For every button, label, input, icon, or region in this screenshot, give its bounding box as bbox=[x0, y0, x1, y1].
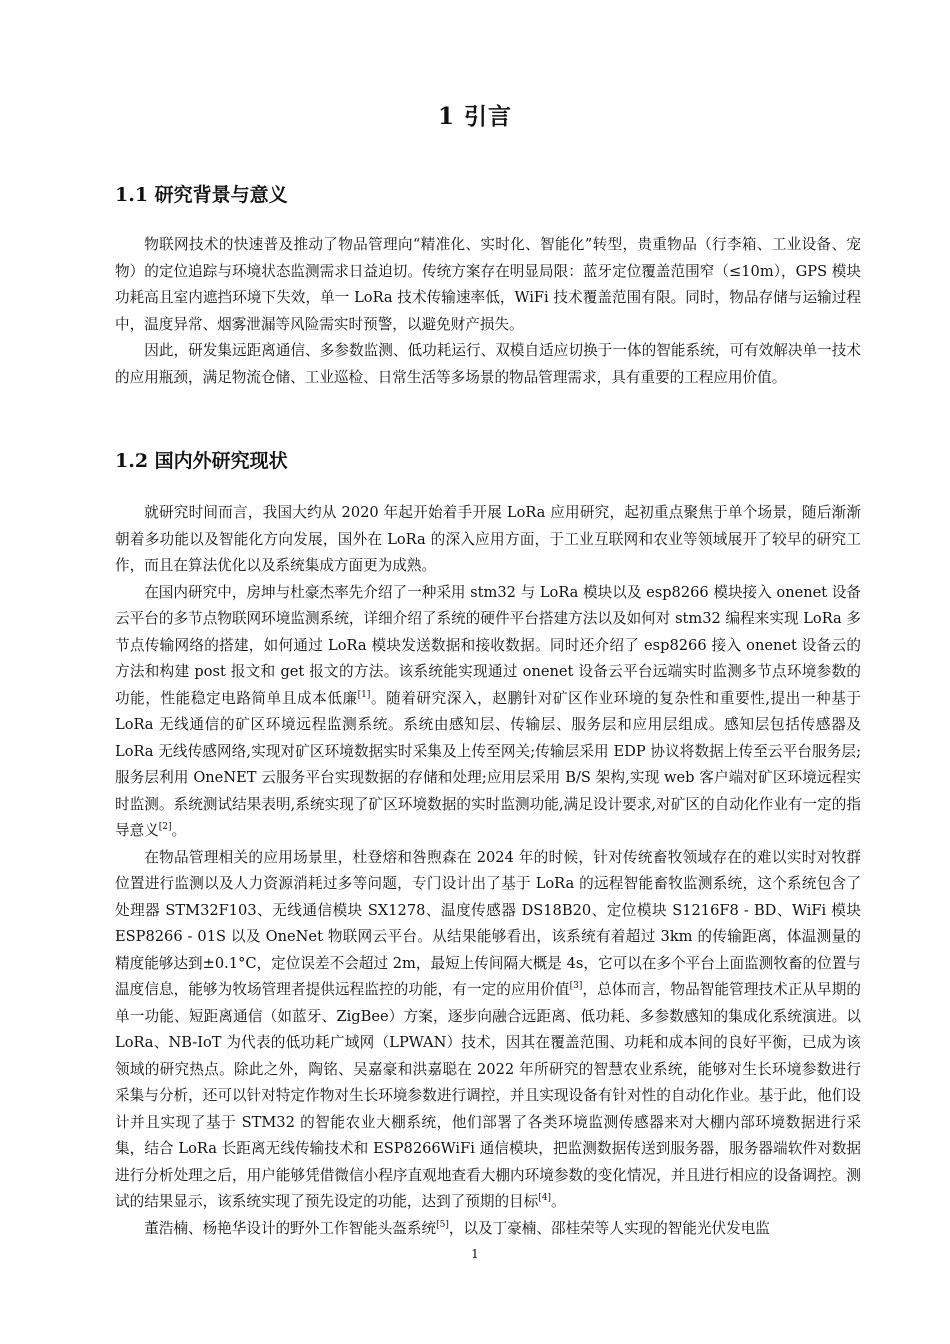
paragraph-text: 。 bbox=[550, 1193, 566, 1210]
paragraph: 物联网技术的快速普及推动了物品管理向“精准化、实时化、智能化”转型，贵重物品（行李箱、工业设备、宠物）的定位追踪与环境状态监测需求日益迫切。传统方案存在明显局限：蓝牙定位覆盖范围窄（≤10m），GPS 模块功耗高且室内遮挡环境下失效，单一 LoRa 技术传输速率低，WiFi 技术覆盖范围有限。同时，物品存储与运输过程中，温度异常、烟雾泄漏等风险需实时预警，以避免财产损失。 bbox=[115, 236, 861, 333]
section-heading-background: 1.1 研究背景与意义 bbox=[115, 184, 288, 206]
citation-ref: [4] bbox=[538, 1193, 551, 1204]
paragraph-text: 在物品管理相关的应用场景里，杜登熔和咎煦森在 2024 年的时候，针对传统畜牧领域存在的难以实时对牧群位置进行监测以及人力资源消耗过多等问题，专门设计出了基于 LoRa 的远程智能畜牧监测系统，这个系统包含了处理器 STM32F103、无线通信模块 SX1278、温度传感器 DS18B20、定位模块 S1216F8 - BD、WiFi 模块 ESP8266 - 01S 以及 OneNet 物联网云平台。从结果能够看出，该系统有着超过 3km 的传输距离，体温测量的精度能够达到±0.1°C，定位误差不会超过 2m，最短上传间隔大概是 4s，它可以在多个平台上面监测牧畜的位置与温度信息，能够为牧场管理者提供远程监控的功能，有一定的应用价值 bbox=[115, 848, 861, 998]
paragraph bbox=[115, 845, 861, 1216]
section-body-research-status bbox=[115, 500, 861, 1242]
paragraph-text: ，总体而言，物品智能管理技术正从早期的单一功能、短距离通信（如蓝牙、ZigBee）方案，逐步向融合远距离、低功耗、多参数感知的集成化系统演进。以 LoRa、NB-IoT 为代表的低功耗广域网（LPWAN）技术，因其在覆盖范围、功耗和成本间的良好平衡，已成为该领域的研究热点。除此之外，陶铭、吴嘉豪和洪嘉聪在 2022 年所研究的智慧农业系统，能够对生长环境参数进行采集与分析，还可以针对特定作物对生长环境参数进行调控，并且实现设备有针对性的自动化作业。基于此，他们设计并且实现了基于 STM32 的智能农业大棚系统，他们部署了各类环境监测传感器来对大棚内部环境数据进行采集，结合 LoRa 长距离无线传输技术和 ESP8266WiFi 通信模块，把监测数据传送到服务器，服务器端软件对数据进行分析处理之后，用户能够凭借微信小程序直观地查看大棚内环境参数的变化情况，并且进行相应的设备调控。测试的结果显示，该系统实现了预先设定的功能，达到了预期的目标 bbox=[115, 981, 861, 1210]
paragraph bbox=[115, 1216, 861, 1243]
paragraph bbox=[115, 500, 861, 580]
page-number: 1 bbox=[471, 1247, 479, 1261]
paragraph-text: ，以及丁豪楠、邵桂荣等人实现的智能光伏发电监 bbox=[448, 1219, 770, 1237]
section-body-background bbox=[115, 232, 861, 391]
paragraph bbox=[115, 580, 861, 845]
chapter-title: 1 引言 bbox=[437, 103, 512, 130]
paragraph-text: 。随着研究深入，赵鹏针对矿区作业环境的复杂性和重要性,提出一种基于 LoRa 无线通信的矿区环境远程监测系统。系统由感知层、传输层、服务层和应用层组成。感知层包括传感器及 LoRa 无线传感网络,实现对矿区环境数据实时采集及上传至网关;传输层采用 EDP 协议将数据上传至云平台服务层;服务层利用 OneNET 云服务平台实现数据的存储和处理;应用层采用 B/S 架构,实现 web 客户端对矿区环境远程实时监测。系统测试结果表明,系统实现了矿区环境数据的实时监测功能,满足设计要求,对矿区的自动化作业有一定的指导意义 bbox=[115, 689, 861, 839]
paragraph-text: 董浩楠、杨艳华设计的野外工作智能头盔系统 bbox=[144, 1219, 437, 1237]
paragraph-text: 就研究时间而言，我国大约从 2020 年起开始着手开展 LoRa 应用研究，起初重点聚焦于单个场景，随后渐渐朝着多功能以及智能化方向发展，国外在 LoRa 的深入应用方面，于工业互联网和农业等领域展开了较早的研究工作，而且在算法优化以及系统集成方面更为成熟。 bbox=[115, 504, 861, 574]
citation-ref: [3] bbox=[569, 981, 583, 992]
citation-ref: [2] bbox=[158, 822, 172, 833]
citation-ref: [5] bbox=[436, 1219, 449, 1230]
paragraph-text: 在国内研究中，房坤与杜豪杰率先介绍了一种采用 stm32 与 LoRa 模块以及 esp8266 模块接入 onenet 设备云平台的多节点物联网环境监测系统，详细介绍了系统的硬件平台搭建方法以及如何对 stm32 编程来实现 LoRa 多节点传输网络的搭建，如何通过 LoRa 模块发送数据和接收数据。同时还介绍了 esp8266 接入 onenet 设备云的方法和构建 post 报文和 get 报文的方法。该系统能实现通过 onenet 设备云平台远端实时监测多节点环境参数的功能，性能稳定电路简单且成本低廉 bbox=[115, 583, 861, 707]
section-heading-research-status: 1.2 国内外研究现状 bbox=[115, 450, 288, 472]
paragraph-text: 。 bbox=[171, 822, 187, 839]
paragraph: 因此，研发集远距离通信、多参数监测、低功耗运行、双模自适应切换于一体的智能系统，可有效解决单一技术的应用瓶颈，满足物流仓储、工业巡检、日常生活等多场景的物品管理需求，具有重要的工程应用价值。 bbox=[115, 342, 861, 386]
citation-ref: [1] bbox=[357, 689, 371, 700]
